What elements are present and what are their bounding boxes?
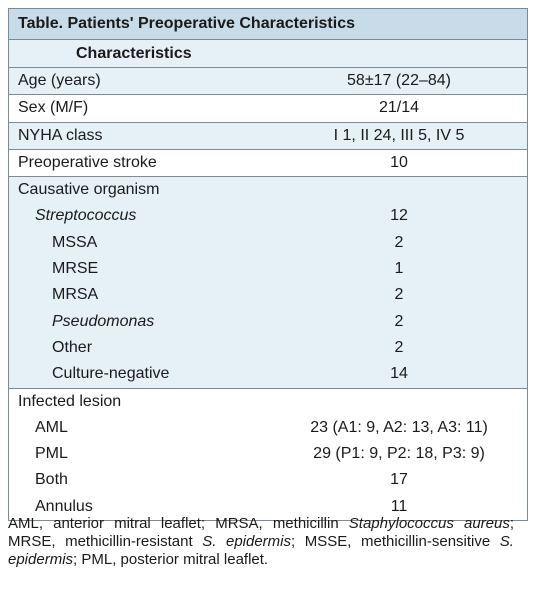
- row-label: Culture-negative: [52, 365, 170, 383]
- table-body: [9, 68, 527, 520]
- table-row: [9, 389, 527, 415]
- table-row: [9, 415, 527, 441]
- row-value: 21/14: [378, 99, 420, 117]
- row-group: [9, 123, 527, 150]
- table-row: [9, 177, 527, 203]
- row-label: Infected lesion: [18, 392, 122, 410]
- row-label: MSSA: [52, 233, 98, 251]
- footnote-segment: S. epidermis: [202, 533, 291, 550]
- row-value: 2: [394, 338, 404, 356]
- row-value: 14: [390, 365, 408, 383]
- row-label: Pseudomonas: [52, 312, 155, 330]
- row-label: Sex (M/F): [18, 99, 89, 117]
- table-title: Table. Patients' Preoperative Characteristics: [9, 9, 527, 40]
- row-value: I 1, II 24, III 5, IV 5: [333, 126, 465, 144]
- row-value: 10: [390, 153, 408, 171]
- table-row: [9, 95, 527, 121]
- row-label: PML: [35, 445, 68, 463]
- footnote-segment: ; MSSE, methicillin-sensitive: [291, 533, 500, 550]
- row-value: 12: [390, 207, 408, 225]
- row-label: MRSA: [52, 286, 99, 304]
- row-group: [9, 389, 527, 520]
- row-label: AML: [35, 418, 68, 436]
- table-row: [9, 68, 527, 94]
- table-row: [9, 335, 527, 361]
- table-row: [9, 361, 527, 387]
- row-group: [9, 68, 527, 95]
- row-label: Both: [35, 471, 68, 489]
- row-label: Age (years): [18, 72, 101, 89]
- footnote-segment: AML, anterior mitral leaflet; MRSA, methicillin: [8, 515, 349, 532]
- row-group: [9, 177, 527, 388]
- row-value: 2: [394, 286, 404, 304]
- row-value: 29 (P1: 9, P2: 18, P3: 9): [313, 445, 485, 463]
- table-row: [9, 256, 527, 282]
- table-row: [9, 203, 527, 229]
- row-label: Preoperative stroke: [18, 153, 157, 171]
- row-label: Causative organism: [18, 181, 160, 199]
- table-row: [9, 441, 527, 467]
- row-label: NYHA class: [18, 126, 103, 144]
- row-group: [9, 95, 527, 122]
- table-row: [9, 309, 527, 335]
- row-value: 17: [390, 471, 408, 489]
- row-label: Annulus: [35, 497, 93, 515]
- footnote-segment: ; MRSE, methicillin-resistant: [8, 515, 515, 550]
- row-value: 2: [394, 312, 404, 330]
- row-value: 2: [394, 233, 404, 251]
- characteristics-table: [8, 8, 528, 521]
- column-header: Characteristics: [9, 40, 527, 68]
- footnote-segment: S. epidermis: [8, 533, 514, 568]
- row-label: MRSE: [52, 260, 99, 278]
- table-row: [9, 150, 527, 176]
- footnote-segment: ; PML, posterior mitral leaflet.: [73, 551, 269, 568]
- row-label: Streptococcus: [35, 207, 137, 225]
- row-label: Other: [52, 338, 93, 356]
- table-footnote: [8, 515, 514, 569]
- row-value: 11: [390, 497, 408, 515]
- row-group: [9, 150, 527, 177]
- table-row: [9, 230, 527, 256]
- row-value: 58±17 (22–84): [347, 72, 451, 89]
- table-row: [9, 467, 527, 493]
- table-row: [9, 123, 527, 149]
- table-row: [9, 282, 527, 308]
- footnote-segment: Staphylococcus aureus: [348, 515, 510, 532]
- row-value: 23 (A1: 9, A2: 13, A3: 11): [310, 418, 488, 436]
- row-value: 1: [394, 260, 404, 278]
